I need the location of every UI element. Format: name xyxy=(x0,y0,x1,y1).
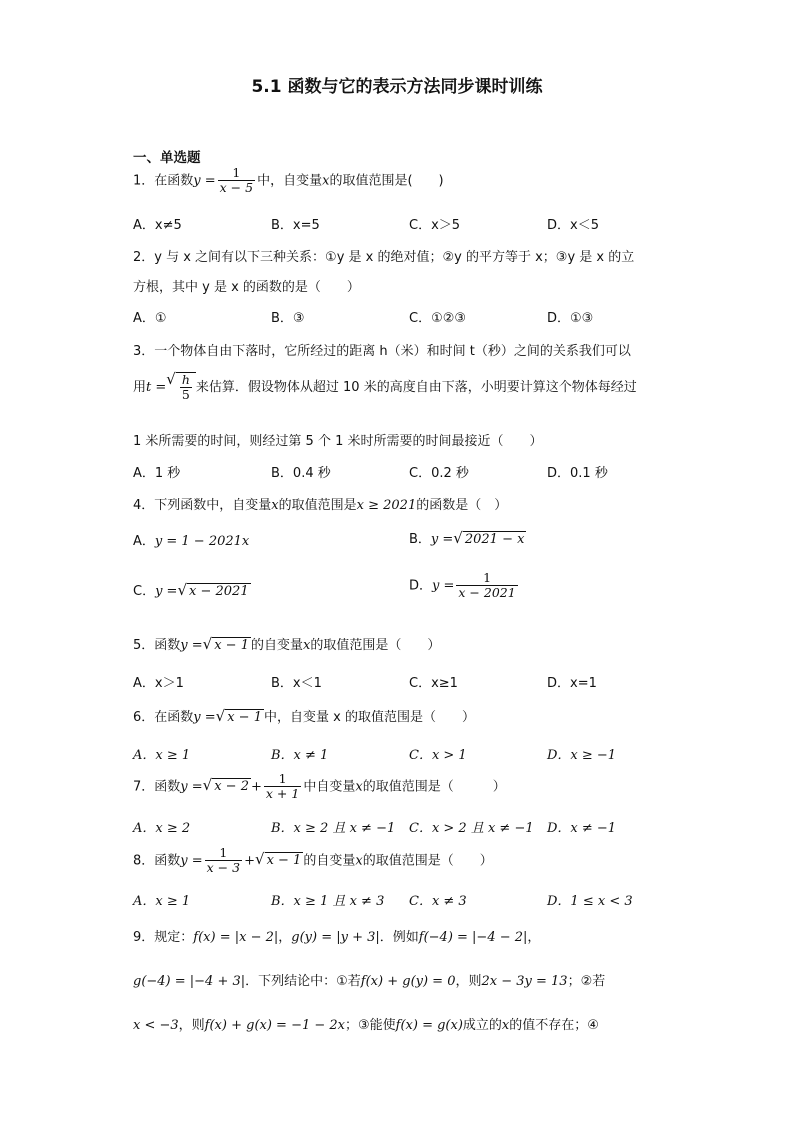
q2-option-b: B．③ xyxy=(271,311,305,326)
square-root: √ x − 1 xyxy=(202,634,249,653)
q2-option-a: A．① xyxy=(133,311,167,326)
square-root: √ 2021 − x xyxy=(453,528,525,547)
q7-option-a: A．x ≥ 2 xyxy=(133,821,191,836)
q3-option-b: B．0.4 秒 xyxy=(271,466,331,481)
q4-option-a: A．y = 1 − 2021x xyxy=(133,534,250,549)
question-3-line-2: 用t = √ $\frac{h}{5}$ 来估算．假设物体从超过 10 米的高度自由下落，小明要计算这个物体每经过 xyxy=(133,370,637,403)
question-3-line-1: 3．一个物体自由下落时，它所经过的距离 h（米）和时间 t（秒）之间的关系我们可以 xyxy=(133,344,631,359)
question-9-line-3: x < −3，则f(x) + g(x) = −1 − 2x；③能使f(x) = g(x)成立的x的值不存在；④ xyxy=(133,1018,599,1033)
q1-option-b: B．x=5 xyxy=(271,218,320,233)
question-5: 5．函数y = √ x − 1 的自变量x的取值范围是（ ） xyxy=(133,634,441,653)
section-heading: 一、单选题 xyxy=(133,150,201,166)
q4-option-d: D．y = $\frac{1}{x - 2021}$ xyxy=(409,570,516,601)
q7-option-c: C．x > 2 且 x ≠ −1 xyxy=(409,821,534,836)
question-3-line-3: 1 米所需要的时间，则经过第 5 个 1 米时所需要的时间最接近（ ） xyxy=(133,434,543,449)
square-root: √ $\frac{h}{5}$ xyxy=(166,372,196,403)
page-title: 5.1 函数与它的表示方法同步课时训练 xyxy=(251,77,543,97)
fraction: $\frac{1}{x - 5}$ xyxy=(219,165,254,196)
q6-option-a: A．x ≥ 1 xyxy=(133,748,191,763)
q6-option-c: C．x > 1 xyxy=(409,748,467,763)
question-7: 7．函数y = √ x − 2 + $\frac{1}{x + 1}$ 中自变量x的取值范围是（ ） xyxy=(133,771,506,802)
q5-option-d: D．x=1 xyxy=(547,676,597,691)
q3-option-a: A．1 秒 xyxy=(133,466,181,481)
square-root: √ x − 1 xyxy=(255,850,302,869)
q2-option-d: D．①③ xyxy=(547,311,594,326)
q4-option-b: B．y = √ 2021 − x xyxy=(409,528,525,547)
q6-option-b: B．x ≠ 1 xyxy=(271,748,329,763)
question-2-line-2: 方根，其中 y 是 x 的函数的是（ ） xyxy=(133,280,360,295)
question-1: 1．在函数y = $\frac{1}{x - 5}$ 中，自变量x的取值范围是( ) xyxy=(133,165,444,196)
square-root: √ x − 1 xyxy=(215,706,262,725)
q4-option-c: C．y = √ x − 2021 xyxy=(133,580,249,599)
q8-option-c: C．x ≠ 3 xyxy=(409,894,467,909)
question-6: 6．在函数y = √ x − 1 中，自变量 x 的取值范围是（ ） xyxy=(133,706,475,725)
q3-option-d: D．0.1 秒 xyxy=(547,466,608,481)
q2-option-c: C．①②③ xyxy=(409,311,467,326)
question-2-line-1: 2．y 与 x 之间有以下三种关系：①y 是 x 的绝对值；②y 的平方等于 x；③y 是 x 的立 xyxy=(133,250,635,265)
q8-option-a: A．x ≥ 1 xyxy=(133,894,191,909)
q3-option-c: C．0.2 秒 xyxy=(409,466,469,481)
question-9-line-1: 9．规定：f(x) = |x − 2|，g(y) = |y + 3|．例如f(−4) = |−4 − 2|， xyxy=(133,930,541,945)
q6-option-d: D．x ≥ −1 xyxy=(547,748,617,763)
q8-option-d: D．1 ≤ x < 3 xyxy=(547,894,633,909)
q5-option-b: B．x＜1 xyxy=(271,676,322,691)
q5-option-c: C．x≥1 xyxy=(409,676,458,691)
q7-option-b: B．x ≥ 2 且 x ≠ −1 xyxy=(271,821,396,836)
square-root: √ x − 2021 xyxy=(177,580,249,599)
q1-option-a: A．x≠5 xyxy=(133,218,182,233)
question-9-line-2: g(−4) = |−4 + 3|．下列结论中：①若f(x) + g(y) = 0，则2x − 3y = 13；②若 xyxy=(133,974,606,989)
q1-option-c: C．x＞5 xyxy=(409,218,461,233)
question-4: 4．下列函数中，自变量x的取值范围是x ≥ 2021的函数是（ ） xyxy=(133,498,508,513)
q8-option-b: B．x ≥ 1 且 x ≠ 3 xyxy=(271,894,385,909)
question-8: 8．函数y = $\frac{1}{x - 3}$ + √ x − 1 的自变量x的取值范围是（ ） xyxy=(133,845,493,876)
q1-option-d: D．x＜5 xyxy=(547,218,599,233)
q5-option-a: A．x＞1 xyxy=(133,676,184,691)
square-root: √ x − 2 xyxy=(202,776,249,795)
q7-option-d: D．x ≠ −1 xyxy=(547,821,617,836)
